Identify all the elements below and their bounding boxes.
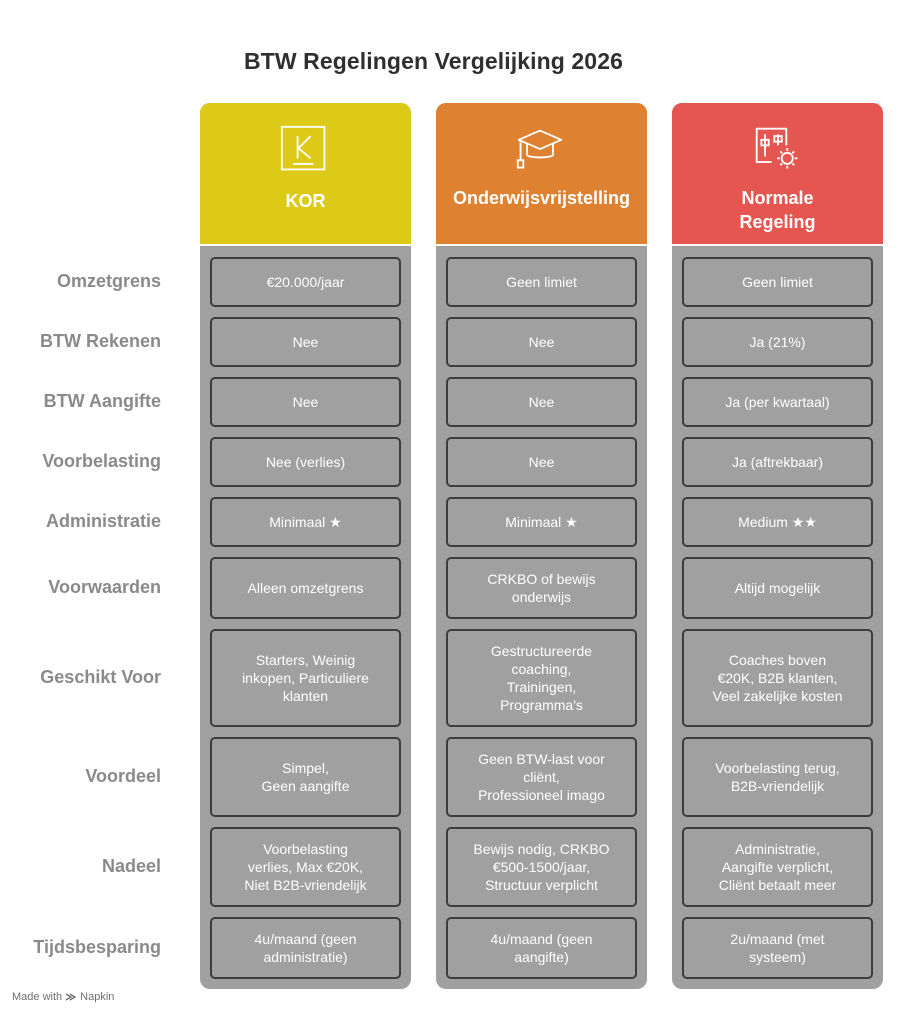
column-kor: [200, 103, 411, 989]
row-label-omzetgrens: Omzetgrens: [56, 271, 161, 291]
napkin-logo-icon: [65, 992, 77, 1002]
cell-normaal-omzetgrens: Geen limiet: [682, 257, 873, 307]
cell-kor-nadeel: Voorbelasting verlies, Max €20K, Niet B2B-vriendelijk: [210, 827, 401, 907]
row-label-geschikt-voor: Geschikt Voor: [40, 667, 161, 687]
footer-credit: [12, 991, 114, 1003]
row-label-nadeel: Nadeel: [101, 856, 161, 876]
column-header-kor: [200, 103, 411, 246]
graduation-cap-icon: [514, 125, 566, 175]
column-normale-regeling: [672, 103, 883, 989]
cell-normaal-voorbelasting: Ja (aftrekbaar): [682, 437, 873, 487]
cell-kor-btw-aangifte: Nee: [210, 377, 401, 427]
column-title-kor: KOR: [285, 191, 326, 211]
cell-normaal-btw-rekenen: Ja (21%): [682, 317, 873, 367]
cell-normaal-geschikt-voor: Coaches boven €20K, B2B klanten, Veel zakelijke kosten: [682, 629, 873, 727]
cell-kor-voorwaarden: Alleen omzetgrens: [210, 557, 401, 619]
cell-normaal-nadeel: Administratie, Aangifte verplicht, Cliënt betaalt meer: [682, 827, 873, 907]
cell-onderwijs-tijdsbesparing: 4u/maand (geen aangifte): [446, 917, 637, 979]
cell-onderwijs-voordeel: Geen BTW-last voor cliënt, Professioneel imago: [446, 737, 637, 817]
row-label-administratie: Administratie: [45, 511, 161, 531]
cell-onderwijs-btw-rekenen: Nee: [446, 317, 637, 367]
row-label-voorwaarden: Voorwaarden: [48, 577, 161, 597]
cell-kor-omzetgrens: €20.000/jaar: [210, 257, 401, 307]
cell-normaal-tijdsbesparing: 2u/maand (met systeem): [682, 917, 873, 979]
cell-kor-voordeel: Simpel, Geen aangifte: [210, 737, 401, 817]
cell-kor-tijdsbesparing: 4u/maand (geen administratie): [210, 917, 401, 979]
column-title-onderwijsvrijstelling: Onderwijsvrijstelling: [452, 188, 631, 208]
cell-onderwijs-geschikt-voor: Gestructureerde coaching, Trainingen, Programma's: [446, 629, 637, 727]
page-title: BTW Regelingen Vergelijking 2026: [244, 48, 623, 74]
footer-brand: Napkin: [80, 991, 115, 1003]
cell-normaal-administratie: Medium ★★: [682, 497, 873, 547]
cell-onderwijs-administratie: Minimaal ★: [446, 497, 637, 547]
cell-kor-btw-rekenen: Nee: [210, 317, 401, 367]
row-label-voordeel: Voordeel: [85, 766, 161, 786]
cell-onderwijs-omzetgrens: Geen limiet: [446, 257, 637, 307]
column-onderwijsvrijstelling: [436, 103, 647, 989]
column-header-onderwijsvrijstelling: [436, 103, 647, 246]
row-label-btw-aangifte: BTW Aangifte: [43, 391, 161, 411]
cell-kor-voorbelasting: Nee (verlies): [210, 437, 401, 487]
letter-k-icon: [280, 125, 330, 175]
cell-onderwijs-btw-aangifte: Nee: [446, 377, 637, 427]
cell-onderwijs-voorwaarden: CRKBO of bewijs onderwijs: [446, 557, 637, 619]
cell-kor-administratie: Minimaal ★: [210, 497, 401, 547]
footer-made-with: Made with: [12, 991, 63, 1003]
cell-onderwijs-nadeel: Bewijs nodig, CRKBO €500-1500/jaar, Structuur verplicht: [446, 827, 637, 907]
cell-kor-geschikt-voor: Starters, Weinig inkopen, Particuliere klanten: [210, 629, 401, 727]
cell-normaal-voorwaarden: Altijd mogelijk: [682, 557, 873, 619]
row-label-btw-rekenen: BTW Rekenen: [39, 331, 161, 351]
row-label-tijdsbesparing: Tijdsbesparing: [33, 937, 161, 957]
cell-normaal-btw-aangifte: Ja (per kwartaal): [682, 377, 873, 427]
row-label-voorbelasting: Voorbelasting: [42, 451, 161, 471]
column-header-normale-regeling: [672, 103, 883, 246]
cell-onderwijs-voorbelasting: Nee: [446, 437, 637, 487]
cell-normaal-voordeel: Voorbelasting terug, B2B-vriendelijk: [682, 737, 873, 817]
column-title-normale-regeling: Normale Regeling: [739, 188, 816, 232]
sliders-gear-icon: [752, 125, 804, 175]
